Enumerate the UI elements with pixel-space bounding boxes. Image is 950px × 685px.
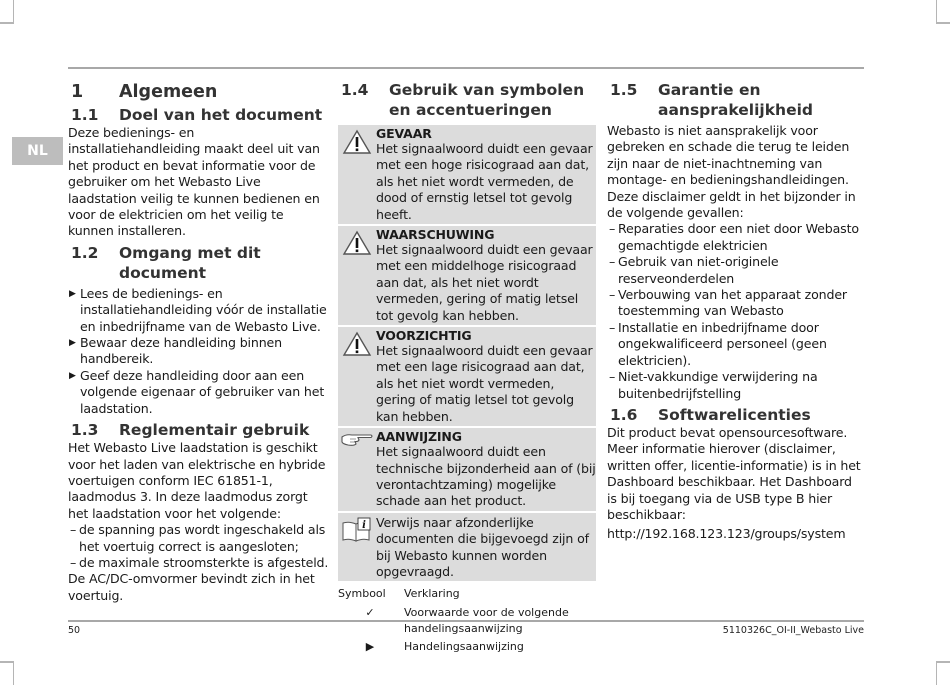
notice-hint	[338, 428, 596, 511]
section-title: Softwarelicenties	[658, 405, 811, 424]
notice-text: Verwijs naar afzonderlijke documenten die bijgevoegd zijn of bij Webasto kunnen worden opgevraagd.	[376, 514, 589, 579]
column-left	[68, 80, 330, 604]
pointing-hand-icon	[338, 429, 376, 510]
notice-text: Het signaalwoord duidt een gevaar met een middelhoge risicograad aan dat, als het niet wordt vermeden, gering of matig letsel tot gevolg kan hebben.	[376, 242, 593, 323]
column-middle	[338, 80, 596, 655]
section-number: 1.4	[341, 81, 369, 99]
crop-mark-top-left	[0, 0, 14, 24]
section-heading-1-5	[607, 80, 865, 120]
checkmark-icon: ✓	[365, 606, 375, 620]
warning-triangle-icon	[338, 126, 376, 223]
notice-danger	[338, 125, 596, 224]
dash-list	[68, 522, 330, 571]
section-heading-1-1	[68, 105, 330, 125]
section-number: 1.2	[71, 243, 99, 262]
notice-text: Het signaalwoord duidt een technische bijzonderheid aan of (bij verontachtzaming) mogelijke schade aan het product.	[376, 444, 596, 509]
language-tab: NL	[12, 137, 63, 165]
dashboard-url[interactable]: http://192.168.123.123/groups/system	[607, 526, 846, 542]
dash-list	[607, 221, 865, 401]
section-text: Dit product bevat opensourcesoftware. Meer informatie hierover (disclaimer, written offer, licentie-informatie) is in het Dashboard beschikbaar. Het Dashboard is bij toegang via de USB type B hier beschikbaar:	[607, 424, 861, 522]
table-cell: Handelingsaanwijzing	[404, 640, 524, 654]
section-number: 1.1	[71, 106, 99, 124]
list-item: – Niet-vakkundige verwijdering na buitenbedrijfstelling	[607, 369, 865, 402]
book-info-icon	[338, 514, 376, 581]
section-heading-1-6	[607, 405, 865, 425]
section-heading-1-3	[68, 420, 330, 440]
chapter-number: 1	[71, 82, 84, 102]
table-cell: Voorwaarde voor de volgende handelingsaanwijzing	[404, 606, 569, 636]
column-header: Symbool	[338, 587, 386, 601]
chapter-title: Algemeen	[119, 82, 218, 102]
list-item: ▶ Geef deze handleiding door aan een volgende eigenaar of gebruiker van het laadstation.	[68, 368, 330, 417]
section-title: Reglementair gebruik	[119, 421, 310, 440]
section-text: Webasto is niet aansprakelijk voor gebreken en schade die terug te leiden zijn naar de niet-inachtneming van montage- en bedieningshandleidingen. Deze disclaimer geldt in het bijzonder in de volgende gevallen:	[607, 123, 856, 221]
section-number: 1.3	[71, 421, 99, 440]
instruction-list	[68, 286, 330, 417]
notice-caution	[338, 327, 596, 426]
section-heading-1-2	[68, 243, 330, 283]
signal-word: VOORZICHTIG	[376, 328, 472, 344]
document-id: 5110326C_OI-II_Webasto Live	[722, 625, 864, 636]
chapter-heading	[68, 80, 330, 104]
signal-word: AANWIJZING	[376, 429, 462, 445]
signal-word: WAARSCHUWING	[376, 227, 495, 243]
crop-mark-top-right	[936, 0, 950, 24]
list-item: – Gebruik van niet-originele reserveonderdelen	[607, 254, 865, 287]
play-triangle-icon: ▶	[365, 640, 375, 654]
notice-warning	[338, 226, 596, 325]
table-row	[338, 639, 596, 655]
footer-rule	[68, 620, 864, 622]
header-rule	[68, 67, 864, 69]
section-title: Gebruik van symbolen en accentueringen	[389, 81, 585, 119]
notice-reference	[338, 513, 596, 582]
section-text: Deze bedienings- en installatiehandleiding maakt deel uit van het product en bevat informatie voor de gebruiker om het Webasto Live laadstation veilig te kunnen bedienen en voor de elektricien om het veilig te kunnen installeren.	[68, 125, 320, 239]
crop-mark-bottom-left	[0, 661, 14, 685]
column-right	[607, 80, 865, 543]
warning-triangle-icon	[338, 227, 376, 324]
notice-text: Het signaalwoord duidt een gevaar met een hoge risicograad aan dat, als het niet wordt vermeden, de dood of ernstig letsel tot gevolg heeft.	[376, 141, 593, 222]
section-heading-1-4	[338, 80, 596, 120]
list-item: – Verbouwing van het apparaat zonder toestemming van Webasto	[607, 287, 865, 320]
list-item: ▶ Lees de bedienings- en installatiehandleiding vóór de installatie en inbedrijfname van de Webasto Live.	[68, 286, 330, 335]
section-title: Doel van het document	[119, 106, 323, 124]
list-item: – Reparaties door een niet door Webasto gemachtigde elektricien	[607, 221, 865, 254]
svg-text:i: i	[362, 519, 366, 531]
crop-mark-bottom-right	[936, 661, 950, 685]
section-title: Omgang met dit document	[119, 243, 261, 282]
section-title: Garantie en aansprakelijkheid	[658, 81, 813, 119]
table-header	[338, 586, 596, 602]
list-item: – de spanning pas wordt ingeschakeld als het voertuig correct is aangesloten;	[68, 522, 330, 555]
warning-triangle-icon	[338, 328, 376, 425]
signal-word: GEVAAR	[376, 126, 432, 141]
section-number: 1.5	[610, 81, 638, 99]
section-text: Het Webasto Live laadstation is geschikt voor het laden van elektrische en hybride voertuigen conform IEC 61851-1, laadmodus 3. In deze laadmodus zorgt het laadstation voor het volgende:	[68, 440, 326, 521]
list-item: – de maximale stroomsterkte is afgesteld.	[68, 555, 330, 571]
section-number: 1.6	[610, 405, 638, 424]
list-item: – Installatie en inbedrijfname door ongekwalificeerd personeel (geen elektricien).	[607, 320, 865, 369]
notice-text: Het signaalwoord duidt een gevaar met een lage risicograad aan dat, als het niet wordt vermeden, gering of matig letsel tot gevolg kan hebben.	[376, 343, 593, 424]
page-number: 50	[68, 625, 81, 636]
column-header: Verklaring	[404, 587, 460, 601]
section-text: De AC/DC-omvormer bevindt zich in het voertuig.	[68, 571, 315, 603]
list-item: ▶ Bewaar deze handleiding binnen handbereik.	[68, 335, 330, 368]
